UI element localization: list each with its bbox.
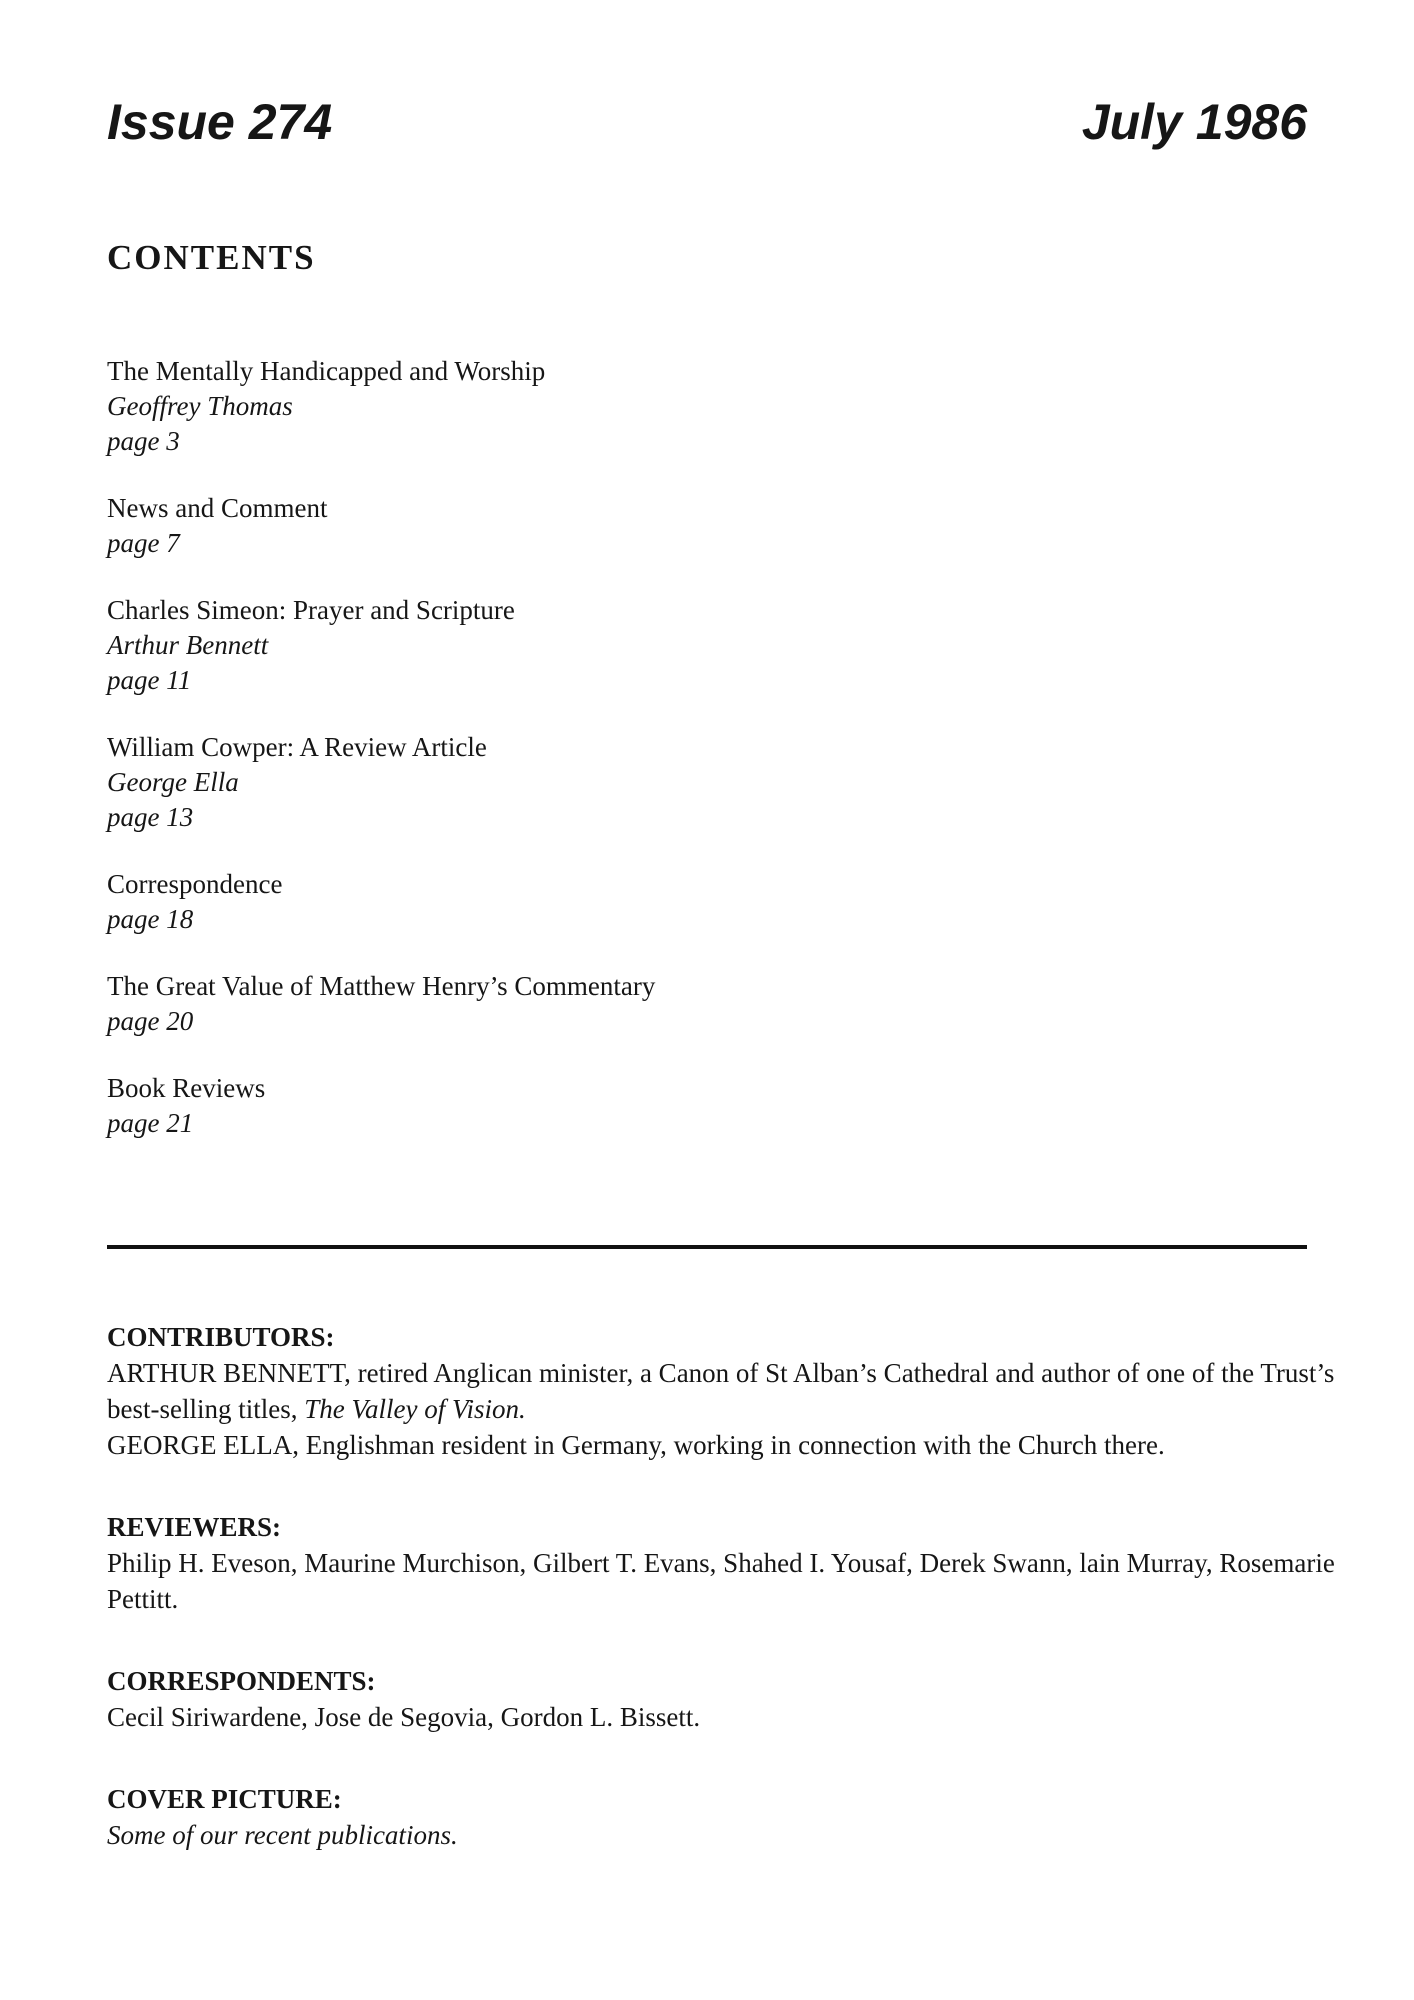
toc-entry — [107, 1071, 1307, 1141]
text-segment: Philip H. Eveson, Maurine Murchison, Gilbert T. Evans, Shahed I. Yousaf, Derek Swann, lain Murray, Rosemarie — [107, 1548, 1335, 1578]
toc-entry-title: Book Reviews — [107, 1073, 266, 1103]
text-line — [107, 1817, 1307, 1853]
info-section — [107, 1319, 1335, 1463]
toc-entry — [107, 354, 1307, 459]
toc-entry-page: page 18 — [107, 904, 194, 934]
toc-entry-title: William Cowper: A Review Article — [107, 732, 487, 762]
toc-entry-author: Geoffrey Thomas — [107, 391, 293, 421]
toc-entry-title: Charles Simeon: Prayer and Scripture — [107, 595, 515, 625]
section-heading: CORRESPONDENTS: — [107, 1666, 376, 1696]
toc-entry-title: The Mentally Handicapped and Worship — [107, 356, 546, 386]
text-line — [107, 1427, 1307, 1463]
table-of-contents — [107, 354, 1307, 1141]
text-line — [107, 1699, 1307, 1735]
toc-entry-page: page 21 — [107, 1108, 194, 1138]
toc-entry-title: Correspondence — [107, 869, 283, 899]
section-heading: REVIEWERS: — [107, 1512, 282, 1542]
text-line — [107, 1581, 1307, 1617]
issue-date: July 1986 — [1081, 94, 1307, 150]
text-line — [107, 1545, 1335, 1581]
toc-entry-author: Arthur Bennett — [107, 630, 269, 660]
info-section — [107, 1663, 1307, 1735]
masthead — [107, 96, 1307, 148]
toc-entry-title: News and Comment — [107, 493, 328, 523]
text-segment: Pettitt. — [107, 1584, 179, 1614]
text-segment: GEORGE ELLA, Englishman resident in Germany, working in connection with the Church there. — [107, 1430, 1165, 1460]
horizontal-divider — [107, 1245, 1307, 1249]
toc-entry-page: page 13 — [107, 802, 194, 832]
text-segment: ARTHUR BENNETT, retired Anglican minister, a Canon of St Alban’s Cathedral and author of one of the Trust’s — [107, 1358, 1335, 1388]
issue-number: Issue 274 — [107, 94, 333, 150]
info-section — [107, 1781, 1307, 1853]
text-segment: Cecil Siriwardene, Jose de Segovia, Gordon L. Bissett. — [107, 1702, 701, 1732]
toc-entry-page: page 20 — [107, 1006, 194, 1036]
text-segment: best-selling titles, — [107, 1394, 305, 1424]
toc-entry — [107, 730, 1307, 835]
section-heading: CONTRIBUTORS: — [107, 1322, 335, 1352]
text-segment: The Valley of Vision. — [304, 1394, 526, 1424]
text-line — [107, 1355, 1335, 1391]
toc-entry — [107, 867, 1307, 937]
toc-entry — [107, 593, 1307, 698]
info-sections — [107, 1319, 1335, 1853]
toc-entry — [107, 491, 1307, 561]
toc-entry-page: page 11 — [107, 665, 192, 695]
toc-entry-author: George Ella — [107, 767, 239, 797]
info-section — [107, 1509, 1335, 1617]
contents-heading: CONTENTS — [107, 238, 316, 277]
section-heading: COVER PICTURE: — [107, 1784, 342, 1814]
toc-entry-page: page 7 — [107, 528, 180, 558]
toc-entry — [107, 969, 1307, 1039]
text-segment: Some of our recent publications. — [107, 1820, 458, 1850]
toc-entry-page: page 3 — [107, 426, 180, 456]
toc-entry-title: The Great Value of Matthew Henry’s Commentary — [107, 971, 656, 1001]
text-line — [107, 1391, 1307, 1427]
